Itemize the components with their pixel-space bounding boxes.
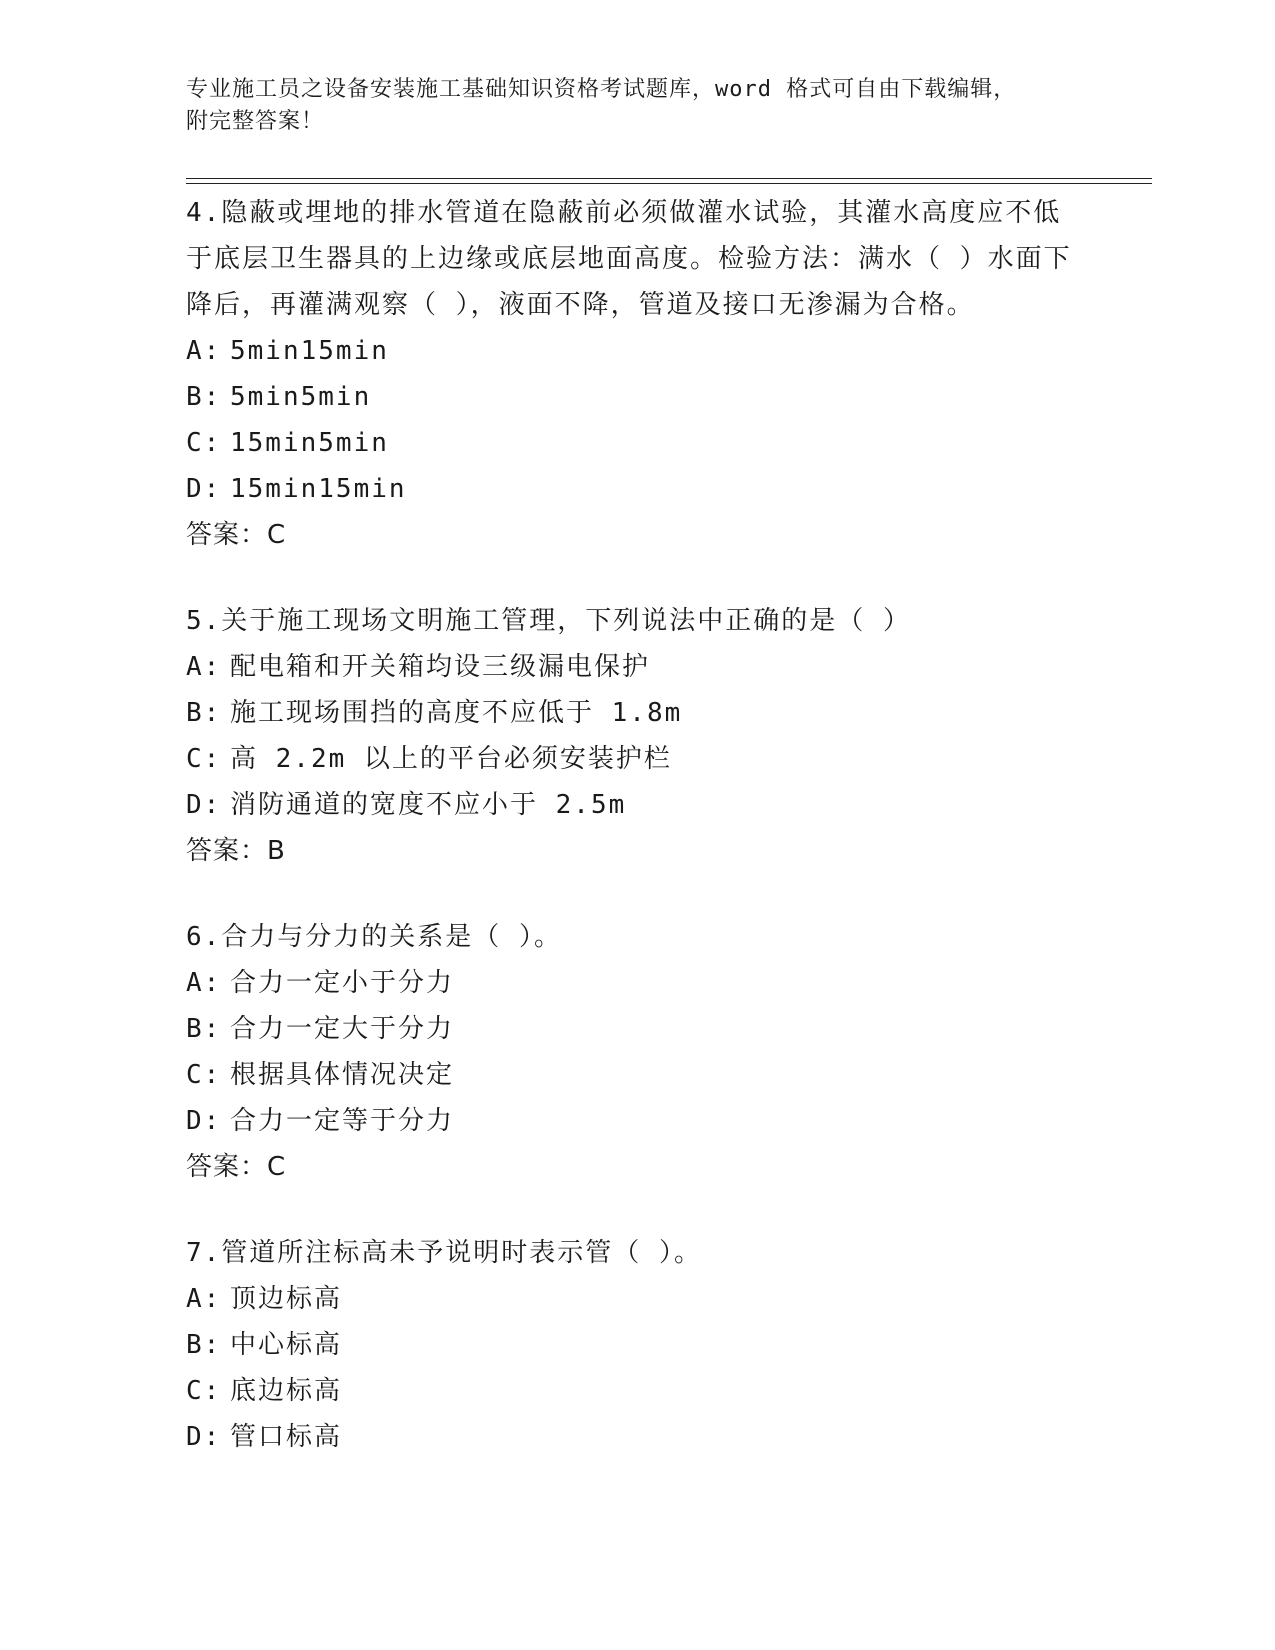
header-line-1: 专业施工员之设备安装施工基础知识资格考试题库，word 格式可自由下载编辑， <box>186 77 1017 102</box>
header-line-2: 附完整答案！ <box>186 109 325 134</box>
option-b <box>186 1006 1086 1052</box>
option-d <box>186 466 1086 512</box>
option-c <box>186 1052 1086 1098</box>
option-key: A: <box>186 968 222 998</box>
option-text: 管口标高 <box>230 1422 343 1452</box>
question-5 <box>186 598 1086 874</box>
option-b <box>186 690 1086 736</box>
option-key: C: <box>186 744 222 774</box>
option-c <box>186 736 1086 782</box>
option-d <box>186 1098 1086 1144</box>
option-d <box>186 1414 1086 1460</box>
option-text: 15min5min <box>230 428 389 458</box>
option-key: C: <box>186 1376 222 1406</box>
option-b <box>186 1322 1086 1368</box>
option-text: 高 2.2m 以上的平台必须安装护栏 <box>230 744 672 774</box>
option-text: 15min15min <box>230 474 407 504</box>
option-key: D: <box>186 474 222 504</box>
option-c <box>186 420 1086 466</box>
option-text: 5min5min <box>230 382 372 412</box>
option-text: 合力一定小于分力 <box>230 968 455 998</box>
question-stem: 7.管道所注标高未予说明时表示管（ ）。 <box>186 1238 702 1268</box>
option-a <box>186 328 1086 374</box>
option-key: C: <box>186 1060 222 1090</box>
option-key: D: <box>186 1422 222 1452</box>
option-text: 5min15min <box>230 336 389 366</box>
option-text: 中心标高 <box>230 1330 343 1360</box>
option-key: B: <box>186 382 222 412</box>
header-divider-top <box>186 178 1152 179</box>
document-header <box>186 74 1066 138</box>
option-text: 合力一定等于分力 <box>230 1106 455 1136</box>
option-key: B: <box>186 1014 222 1044</box>
option-text: 施工现场围挡的高度不应低于 1.8m <box>230 698 683 728</box>
option-text: 合力一定大于分力 <box>230 1014 455 1044</box>
option-a <box>186 960 1086 1006</box>
option-key: D: <box>186 1106 222 1136</box>
question-list <box>186 190 1086 1500</box>
question-6 <box>186 914 1086 1190</box>
option-key: B: <box>186 1330 222 1360</box>
option-text: 配电箱和开关箱均设三级漏电保护 <box>230 652 651 682</box>
option-text: 底边标高 <box>230 1376 343 1406</box>
option-key: B: <box>186 698 222 728</box>
option-text: 消防通道的宽度不应小于 2.5m <box>230 790 627 820</box>
answer-line: 答案：C <box>186 520 287 550</box>
option-text: 根据具体情况决定 <box>230 1060 455 1090</box>
option-c <box>186 1368 1086 1414</box>
question-stem: 6.合力与分力的关系是（ ）。 <box>186 922 562 952</box>
option-d <box>186 782 1086 828</box>
option-a <box>186 644 1086 690</box>
header-divider-bottom <box>186 183 1152 184</box>
option-key: C: <box>186 428 222 458</box>
question-stem: 4.隐蔽或埋地的排水管道在隐蔽前必须做灌水试验，其灌水高度应不低于底层卫生器具的上边缘或底层地面高度。检验方法：满水（ ）水面下降后，再灌满观察（ ），液面不降，管道及接口无渗漏为合格。 <box>186 198 1072 320</box>
question-4 <box>186 190 1086 558</box>
question-stem: 5.关于施工现场文明施工管理，下列说法中正确的是（ ） <box>186 606 911 636</box>
option-text: 顶边标高 <box>230 1284 343 1314</box>
option-b <box>186 374 1086 420</box>
option-key: A: <box>186 336 222 366</box>
option-key: D: <box>186 790 222 820</box>
option-key: A: <box>186 652 222 682</box>
answer-line: 答案：C <box>186 1152 287 1182</box>
question-7 <box>186 1230 1086 1460</box>
option-key: A: <box>186 1284 222 1314</box>
answer-line: 答案：B <box>186 836 286 866</box>
option-a <box>186 1276 1086 1322</box>
